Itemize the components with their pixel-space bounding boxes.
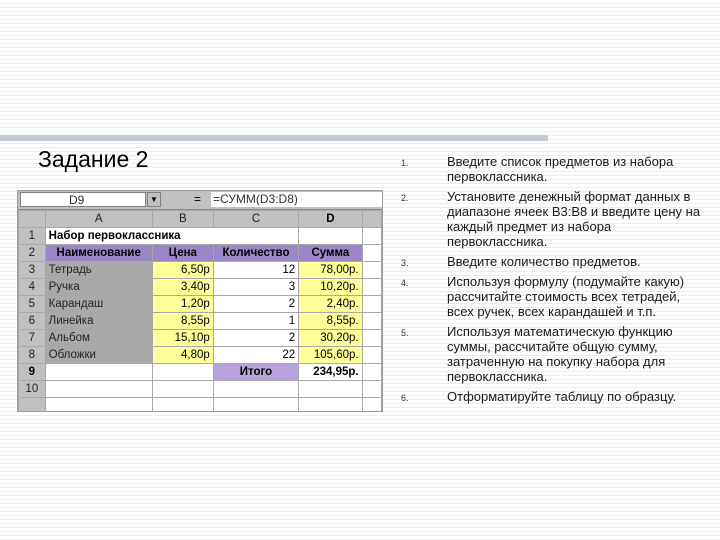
item-name-cell[interactable]: Альбом <box>45 330 152 347</box>
row-header-6[interactable]: 6 <box>19 313 46 330</box>
cell[interactable] <box>152 381 213 398</box>
row-header-4[interactable]: 4 <box>19 279 46 296</box>
task-item <box>401 324 701 384</box>
sheet-grid <box>18 210 382 412</box>
item-qty-cell[interactable]: 22 <box>213 347 298 364</box>
cell[interactable] <box>152 398 213 413</box>
header-cell-quantity[interactable]: Количество <box>213 245 298 262</box>
task-text: Установите денежный формат данных в диапазоне ячеек B3:B8 и введите цену на каждый предмет из набора первоклассника. <box>447 189 701 249</box>
cell[interactable] <box>213 398 298 413</box>
table-row <box>19 296 382 313</box>
cell[interactable] <box>299 381 362 398</box>
row-header-8[interactable]: 8 <box>19 347 46 364</box>
item-qty-cell[interactable]: 2 <box>213 296 298 313</box>
row-header-9[interactable]: 9 <box>19 364 46 381</box>
cell[interactable] <box>213 381 298 398</box>
task-number: 5. <box>401 328 409 338</box>
task-text: Используя формулу (подумайте какую) рассчитайте стоимость всех тетрадей, всех ручек, всех карандашей и т.п. <box>447 274 685 319</box>
cell[interactable] <box>152 364 213 381</box>
row-header-3[interactable]: 3 <box>19 262 46 279</box>
row-header-10[interactable]: 10 <box>19 381 46 398</box>
task-text: Введите количество предметов. <box>447 254 641 269</box>
item-sum-cell[interactable]: 78,00р. <box>299 262 362 279</box>
task-number: 6. <box>401 393 409 403</box>
item-price-cell[interactable]: 8,55р <box>152 313 213 330</box>
task-item <box>401 254 701 269</box>
task-text: Отформатируйте таблицу по образцу. <box>447 389 677 404</box>
item-name-cell[interactable]: Карандаш <box>45 296 152 313</box>
task-number: 1. <box>401 158 409 168</box>
table-row <box>19 330 382 347</box>
header-cell-name[interactable]: Наименование <box>45 245 152 262</box>
corner-select-all[interactable] <box>19 211 46 228</box>
item-price-cell[interactable]: 3,40р <box>152 279 213 296</box>
row-header-2[interactable]: 2 <box>19 245 46 262</box>
cell[interactable] <box>362 330 381 347</box>
item-sum-cell[interactable]: 8,55р. <box>299 313 362 330</box>
table-row <box>19 313 382 330</box>
slide-title: Задание 2 <box>38 146 149 172</box>
cell[interactable] <box>45 364 152 381</box>
name-box[interactable]: D9 <box>20 192 146 207</box>
cell[interactable] <box>362 347 381 364</box>
cell[interactable] <box>362 228 381 245</box>
task-item <box>401 189 701 249</box>
item-name-cell[interactable]: Линейка <box>45 313 152 330</box>
item-sum-cell[interactable]: 30,20р. <box>299 330 362 347</box>
formula-input[interactable]: =СУММ(D3:D8) <box>211 192 383 207</box>
table-row <box>19 347 382 364</box>
cell[interactable] <box>362 245 381 262</box>
cell[interactable] <box>362 381 381 398</box>
item-qty-cell[interactable]: 2 <box>213 330 298 347</box>
cell[interactable] <box>362 398 381 413</box>
cell[interactable] <box>362 262 381 279</box>
item-price-cell[interactable]: 15,10р <box>152 330 213 347</box>
table-caption[interactable]: Набор первоклассника <box>45 228 299 245</box>
formula-bar <box>18 191 382 210</box>
formula-equals-sign[interactable]: = <box>194 192 202 206</box>
item-name-cell[interactable]: Тетрадь <box>45 262 152 279</box>
row-header-blank[interactable] <box>19 398 46 413</box>
item-price-cell[interactable]: 6,50р <box>152 262 213 279</box>
task-text: Введите список предметов из набора первоклассника. <box>447 154 674 184</box>
column-header-d[interactable]: D <box>299 211 362 228</box>
cell[interactable] <box>362 364 381 381</box>
item-price-cell[interactable]: 1,20р <box>152 296 213 313</box>
task-number: 3. <box>401 258 409 268</box>
column-header-e[interactable] <box>362 211 381 228</box>
column-header-c[interactable]: C <box>213 211 298 228</box>
header-cell-price[interactable]: Цена <box>152 245 213 262</box>
column-header-a[interactable]: A <box>45 211 152 228</box>
total-value-cell[interactable]: 234,95р. <box>299 364 362 381</box>
table-row <box>19 262 382 279</box>
task-list <box>401 154 701 409</box>
item-qty-cell[interactable]: 1 <box>213 313 298 330</box>
total-label-cell[interactable]: Итого <box>213 364 298 381</box>
name-box-dropdown-icon[interactable]: ▼ <box>147 192 161 207</box>
item-name-cell[interactable]: Обложки <box>45 347 152 364</box>
item-sum-cell[interactable]: 2,40р. <box>299 296 362 313</box>
table-row <box>19 279 382 296</box>
row-header-1[interactable]: 1 <box>19 228 46 245</box>
header-cell-sum[interactable]: Сумма <box>299 245 362 262</box>
row-header-7[interactable]: 7 <box>19 330 46 347</box>
title-rule <box>0 135 548 141</box>
cell[interactable] <box>45 381 152 398</box>
cell[interactable] <box>362 279 381 296</box>
cell[interactable] <box>299 228 362 245</box>
item-qty-cell[interactable]: 3 <box>213 279 298 296</box>
task-text: Используя математическую функцию суммы, рассчитайте общую сумму, затраченную на покупку набора для первоклассника. <box>447 324 673 384</box>
task-number: 2. <box>401 193 409 203</box>
item-qty-cell[interactable]: 12 <box>213 262 298 279</box>
item-name-cell[interactable]: Ручка <box>45 279 152 296</box>
task-number: 4. <box>401 278 409 288</box>
spreadsheet-screenshot <box>17 190 383 412</box>
cell[interactable] <box>362 296 381 313</box>
cell[interactable] <box>45 398 152 413</box>
cell[interactable] <box>299 398 362 413</box>
item-sum-cell[interactable]: 10,20р. <box>299 279 362 296</box>
task-item <box>401 389 701 404</box>
cell[interactable] <box>362 313 381 330</box>
row-header-5[interactable]: 5 <box>19 296 46 313</box>
item-price-cell[interactable]: 4,80р <box>152 347 213 364</box>
column-header-b[interactable]: B <box>152 211 213 228</box>
item-sum-cell[interactable]: 105,60р. <box>299 347 362 364</box>
task-item <box>401 274 701 319</box>
task-item <box>401 154 701 184</box>
